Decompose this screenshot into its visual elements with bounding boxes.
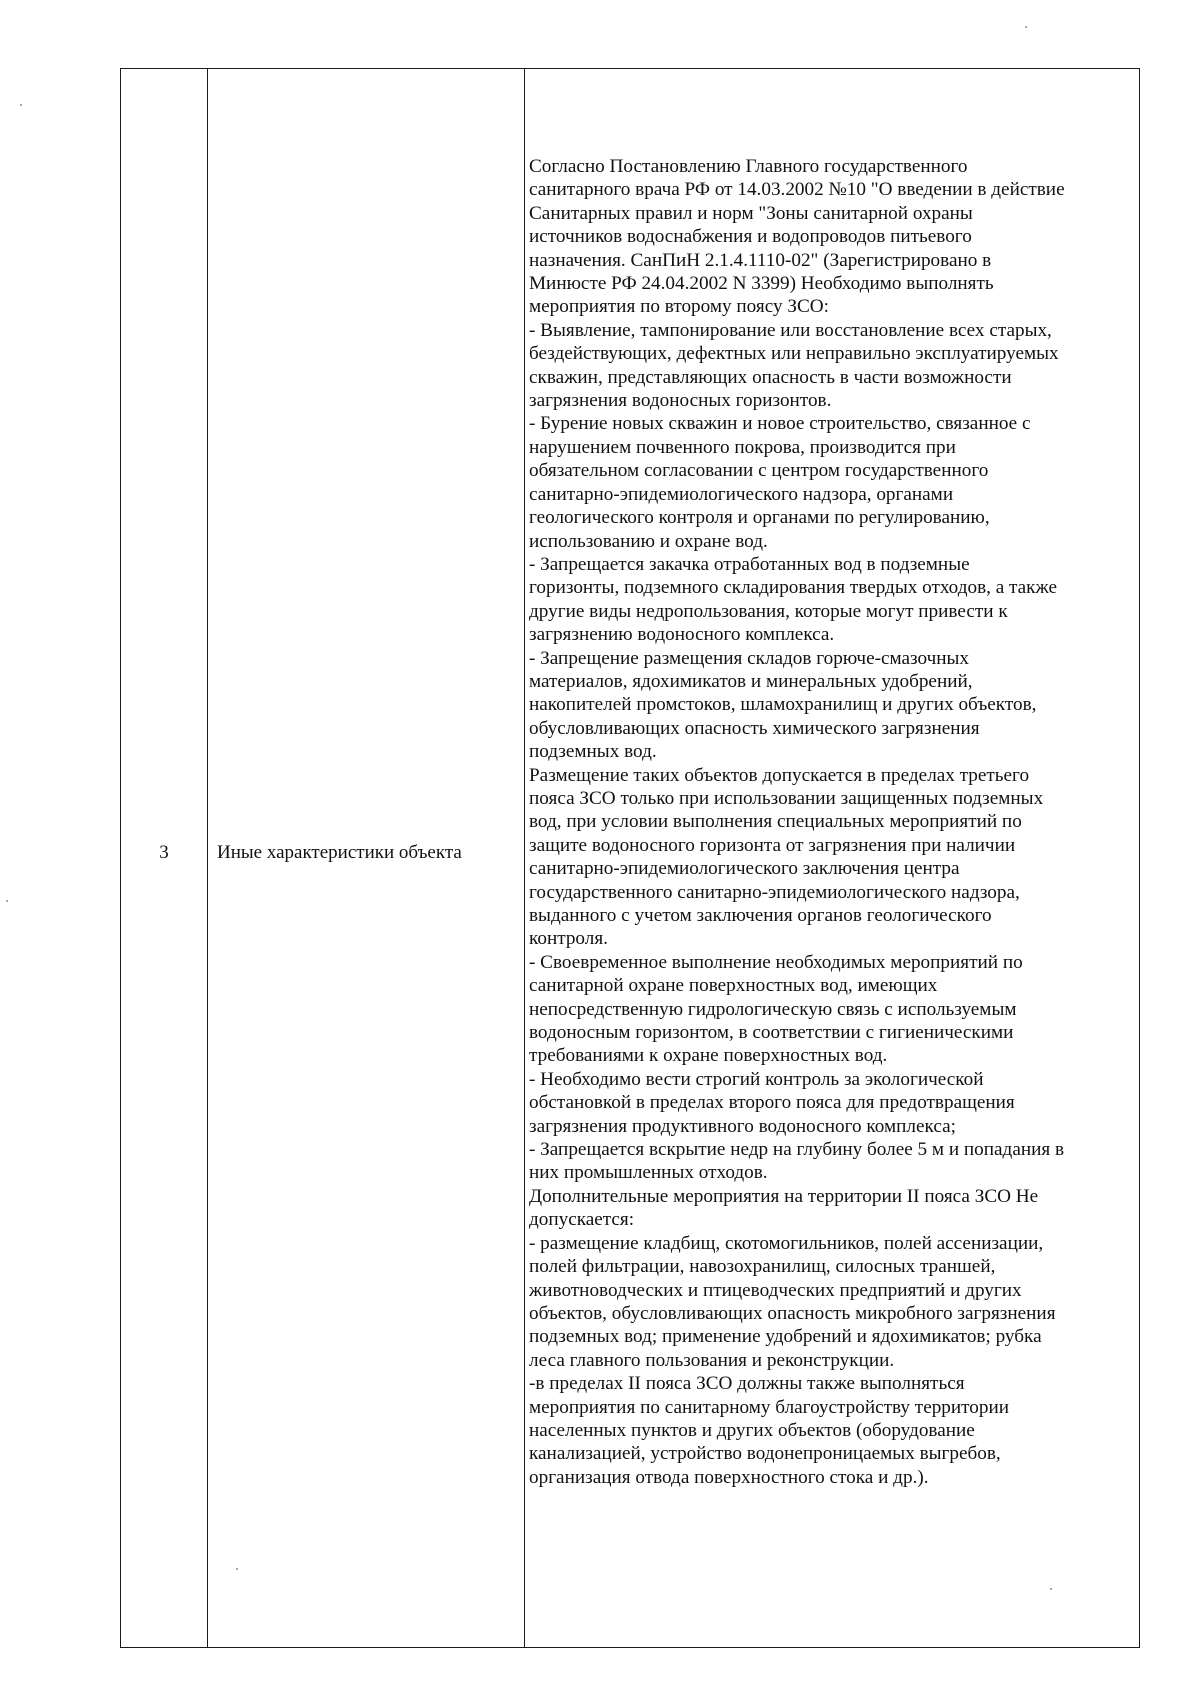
text-line: Размещение таких объектов допускается в пределах третьего	[529, 764, 1030, 786]
text-line: них промышленных отходов.	[529, 1162, 768, 1184]
text-line: использованию и охране вод.	[529, 530, 768, 552]
scan-speck	[236, 1568, 238, 1570]
text-line: загрязнению водоносного комплекса.	[529, 624, 835, 646]
text-line: источников водоснабжения и водопроводов питьевого	[529, 226, 972, 248]
text-line: объектов, обусловливающих опасность микробного загрязнения	[529, 1302, 1056, 1324]
text-line: леса главного пользования и реконструкции.	[529, 1349, 895, 1371]
text-line: назначения. СанПиН 2.1.4.1110-02" (Зарегистрировано в	[529, 249, 992, 271]
text-line: -в пределах II пояса ЗСО должны также выполняться	[529, 1373, 965, 1395]
scan-speck	[1050, 1588, 1052, 1590]
text-line: мероприятия по санитарному благоустройству территории	[529, 1396, 1010, 1418]
text-line: - Необходимо вести строгий контроль за экологической	[529, 1068, 984, 1090]
text-line: нарушением почвенного покрова, производится при	[529, 436, 956, 458]
text-line: водоносным горизонтом, в соответствии с гигиеническими	[529, 1022, 1014, 1044]
column-divider	[207, 69, 208, 1647]
text-line: обусловливающих опасность химического загрязнения	[529, 717, 980, 739]
text-line: геологического контроля и органами по регулированию,	[529, 507, 990, 529]
text-line: - Выявление, тампонирование или восстановление всех старых,	[529, 319, 1052, 341]
text-line: подземных вод; применение удобрений и ядохимикатов; рубка	[529, 1326, 1042, 1348]
text-line: защите водоносного горизонта от загрязнения при наличии	[529, 834, 1016, 856]
text-line: выданного с учетом заключения органов геологического	[529, 905, 992, 926]
text-line: населенных пунктов и других объектов (оборудование	[529, 1419, 975, 1441]
text-line: санитарно-эпидемиологического надзора, органами	[529, 483, 954, 505]
text-line: бездействующих, дефектных или неправильно эксплуатируемых	[529, 343, 1059, 365]
text-line: накопителей промстоков, шламохранилищ и других объектов,	[529, 694, 1037, 716]
text-line: животноводческих и птицеводческих предприятий и других	[529, 1279, 1022, 1301]
text-line: - Запрещается закачка отработанных вод в подземные	[529, 553, 970, 575]
text-line: Дополнительные мероприятия на территории II пояса ЗСО Не	[529, 1185, 1039, 1207]
text-line: материалов, ядохимикатов и минеральных удобрений,	[529, 670, 973, 692]
text-line: допускается:	[529, 1209, 635, 1231]
text-line: скважин, представляющих опасность в части возможности	[529, 366, 1012, 388]
text-line: горизонты, подземного складирования твердых отходов, а также	[529, 577, 1058, 599]
text-line: контроля.	[529, 928, 608, 950]
text-line: Санитарных правил и норм "Зоны санитарной охраны	[529, 202, 973, 224]
text-line: санитарной охране поверхностных вод, имеющих	[529, 975, 938, 997]
row-label: Иные характеристики объекта	[217, 842, 462, 863]
text-line: Согласно Постановлению Главного государственного	[529, 156, 968, 177]
text-line: требованиями к охране поверхностных вод.	[529, 1045, 888, 1067]
text-line: организация отвода поверхностного стока и др.).	[529, 1466, 929, 1488]
text-line: пояса ЗСО только при использовании защищенных подземных	[529, 787, 1044, 809]
text-line: - Своевременное выполнение необходимых мероприятий по	[529, 951, 1023, 973]
text-line: обязательном согласовании с центром государственного	[529, 460, 989, 482]
scan-speck	[1025, 26, 1027, 28]
text-line: мероприятия по второму поясу ЗСО:	[529, 296, 829, 318]
text-line: непосредственную гидрологическую связь с используемым	[529, 998, 1017, 1020]
text-line: другие виды недропользования, которые могут привести к	[529, 600, 1008, 622]
text-line: обстановкой в пределах второго пояса для предотвращения	[529, 1092, 1015, 1114]
characteristics-table	[120, 68, 1140, 1648]
text-line: Минюсте РФ 24.04.2002 N 3399) Необходимо выполнять	[529, 273, 994, 295]
scan-speck	[20, 104, 22, 106]
text-line: - Запрещается вскрытие недр на глубину более 5 м и попадания в	[529, 1139, 1065, 1161]
row-number: 3	[159, 842, 169, 863]
text-line: санитарно-эпидемиологического заключения центра	[529, 858, 960, 880]
text-line: государственного санитарно-эпидемиологического надзора,	[529, 881, 1020, 903]
text-line: - Запрещение размещения складов горюче-смазочных	[529, 647, 969, 669]
text-line: - Бурение новых скважин и новое строительство, связанное с	[529, 413, 1031, 435]
text-line: канализацией, устройство водонепроницаемых выгребов,	[529, 1443, 1001, 1465]
row-description	[529, 155, 1137, 1489]
text-line: загрязнения продуктивного водоносного комплекса;	[529, 1115, 956, 1137]
text-line: полей фильтрации, навозохранилищ, силосных траншей,	[529, 1256, 996, 1278]
text-line: - размещение кладбищ, скотомогильников, полей ассенизации,	[529, 1232, 1044, 1254]
text-line: подземных вод.	[529, 741, 657, 763]
text-line: загрязнения водоносных горизонтов.	[529, 390, 832, 412]
scan-speck	[6, 900, 8, 902]
text-line: вод, при условии выполнения специальных мероприятий по	[529, 811, 1022, 833]
text-line: санитарного врача РФ от 14.03.2002 №10 "О введении в действие	[529, 179, 1065, 201]
column-divider	[524, 69, 525, 1647]
